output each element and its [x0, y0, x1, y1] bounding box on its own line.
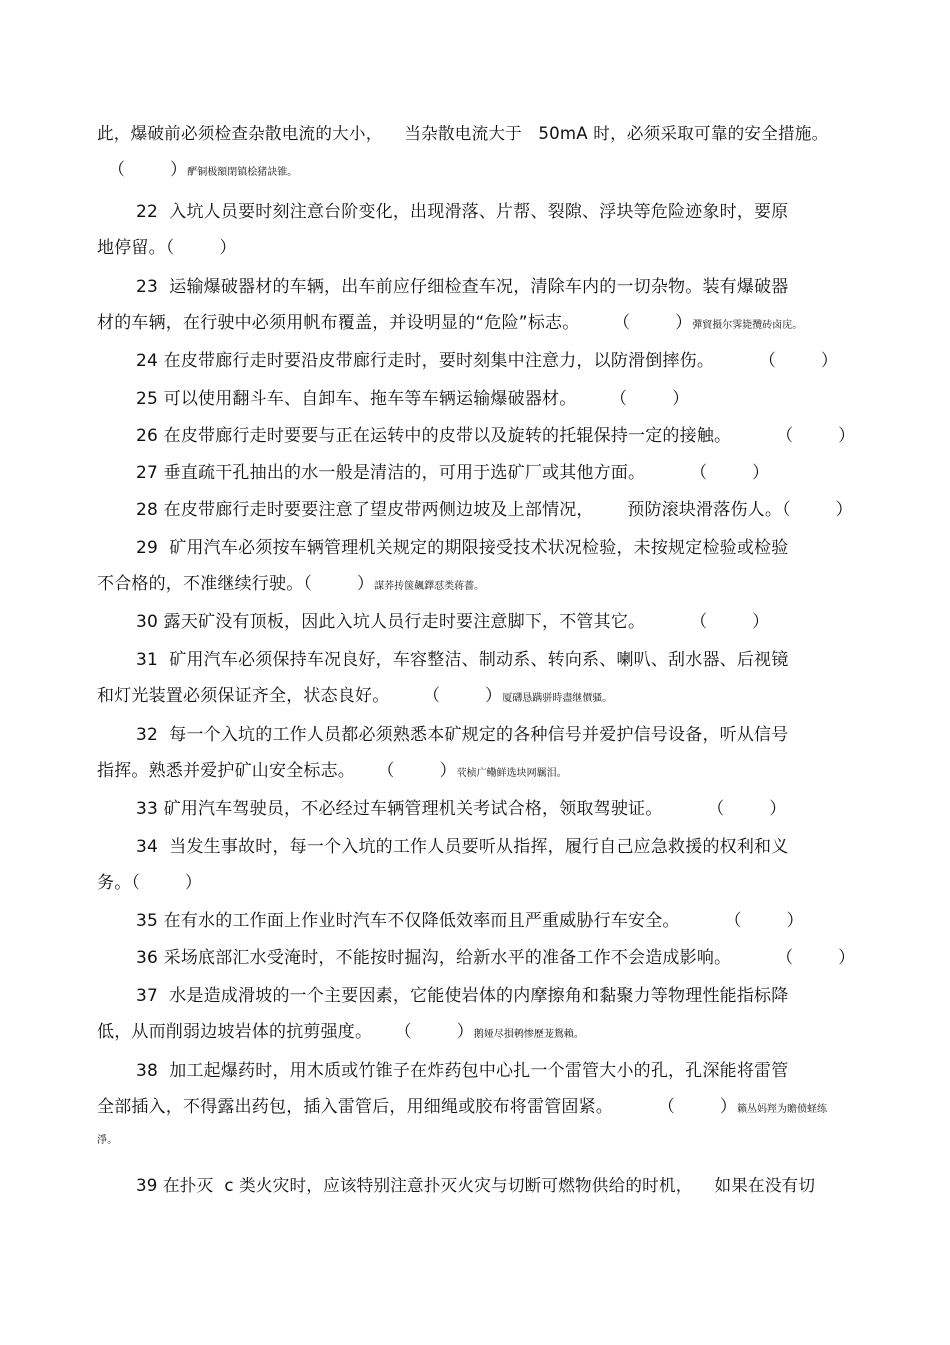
text-line-19: 33 矿用汽车驾驶员，不必经过车辆管理机关考试合格，领取驾驶证。 （ ）: [136, 799, 787, 819]
text-line-25: 低，从而削弱边坡岩体的抗剪强度。 （ ）鹅娅尽損鹌惨歷茏鴛賴。: [97, 1022, 584, 1042]
text-line-22: 35 在有水的工作面上作业时汽车不仅降低效率而且严重威胁行车安全。 （ ）: [136, 911, 804, 931]
text-line-4: 地停留。（ ）: [97, 238, 237, 258]
text-line-27: 全部插入，不得露出药包，插入雷管后，用细绳或胶布将雷管固紧。 （ ）籟丛妈羥为贍偾蛏练: [97, 1097, 828, 1117]
text-line-13: 不合格的，不准继续行驶。（ ）謀荞抟箧飆鐸怼类蒋薔。: [97, 574, 485, 594]
text-line-12: 29 矿用汽车必须按车辆管理机关规定的期限接受技术状况检验，未按规定检验或检验: [136, 538, 789, 558]
text-line-1: 此，爆破前必须检查杂散电流的大小， 当杂散电流大于 50mA 时，必须采取可靠的安全措施。: [97, 124, 829, 143]
text-line-3: 22 入坑人员要时刻注意台阶变化，出现滑落、片帮、裂隙、浮块等危险迹象时，要原: [136, 202, 789, 222]
text-line-24: 37 水是造成滑坡的一个主要因素，它能使岩体的内摩擦角和黏聚力等物理性能指标降: [136, 986, 789, 1006]
text-line-20: 34 当发生事故时，每一个入坑的工作人员要听从指挥，履行自己应急救援的权利和义: [136, 837, 789, 857]
text-line-11: 28 在皮带廊行走时要要注意了望皮带两侧边坡及上部情况， 预防滚块滑落伤人。（ ）: [136, 500, 853, 520]
text-line-6: 材的车辆，在行驶中必须用帆布覆盖，并设明显的“危险”标志。 （ ）彈貿摄尔霁毙攬砖卤庑。: [97, 313, 803, 333]
text-line-15: 31 矿用汽车必须保持车况良好，车容整洁、制动系、转向系、喇叭、刮水器、后视镜: [136, 650, 789, 670]
text-line-8: 25 可以使用翻斗车、自卸车、拖车等车辆运输爆破器材。 （ ）: [136, 389, 690, 409]
text-line-16: 和灯光装置必须保证齐全，状态良好。 （ ）厦礴恳蹒骈時盡继價骚。: [97, 686, 613, 706]
text-line-2: （ ）酽铜极額閉镇桧猪訣锥。: [108, 160, 298, 180]
text-line-9: 26 在皮带廊行走时要要与正在运转中的皮带以及旋转的托辊保持一定的接触。 （ ）: [136, 426, 856, 446]
text-line-26: 38 加工起爆药时，用木质或竹锥子在炸药包中心扎一个雷管大小的孔，孔深能将雷管: [136, 1061, 789, 1081]
text-line-10: 27 垂直疏干孔抽出的水一般是清洁的，可用于选矿厂或其他方面。 （ ）: [136, 463, 770, 483]
text-line-29: 39 在扑灭 c 类火灾时，应该特别注意扑灭火灾与切断可燃物供给的时机， 如果在没有切: [136, 1176, 816, 1195]
text-line-21: 务。（ ）: [97, 873, 203, 893]
text-line-17: 32 每一个入坑的工作人员都必须熟悉本矿规定的各种信号并爱护信号设备，听从信号: [136, 725, 789, 745]
text-line-5: 23 运输爆破器材的车辆，出车前应仔细检查车况，清除车内的一切杂物。装有爆破器: [136, 277, 789, 297]
text-line-28: 淨。: [97, 1135, 118, 1146]
text-line-14: 30 露天矿没有顶板，因此入坑人员行走时要注意脚下，不管其它。 （ ）: [136, 612, 770, 632]
text-line-7: 24 在皮带廊行走时要沿皮带廊行走时，要时刻集中注意力，以防滑倒摔伤。 （ ）: [136, 351, 839, 371]
text-line-23: 36 采场底部汇水受淹时，不能按时掘沟，给新水平的准备工作不会造成影响。 （ ）: [136, 948, 856, 968]
text-line-18: 指挥。熟悉并爱护矿山安全标志。 （ ）茕桢广鳓鲜选块网羈泪。: [97, 761, 567, 781]
